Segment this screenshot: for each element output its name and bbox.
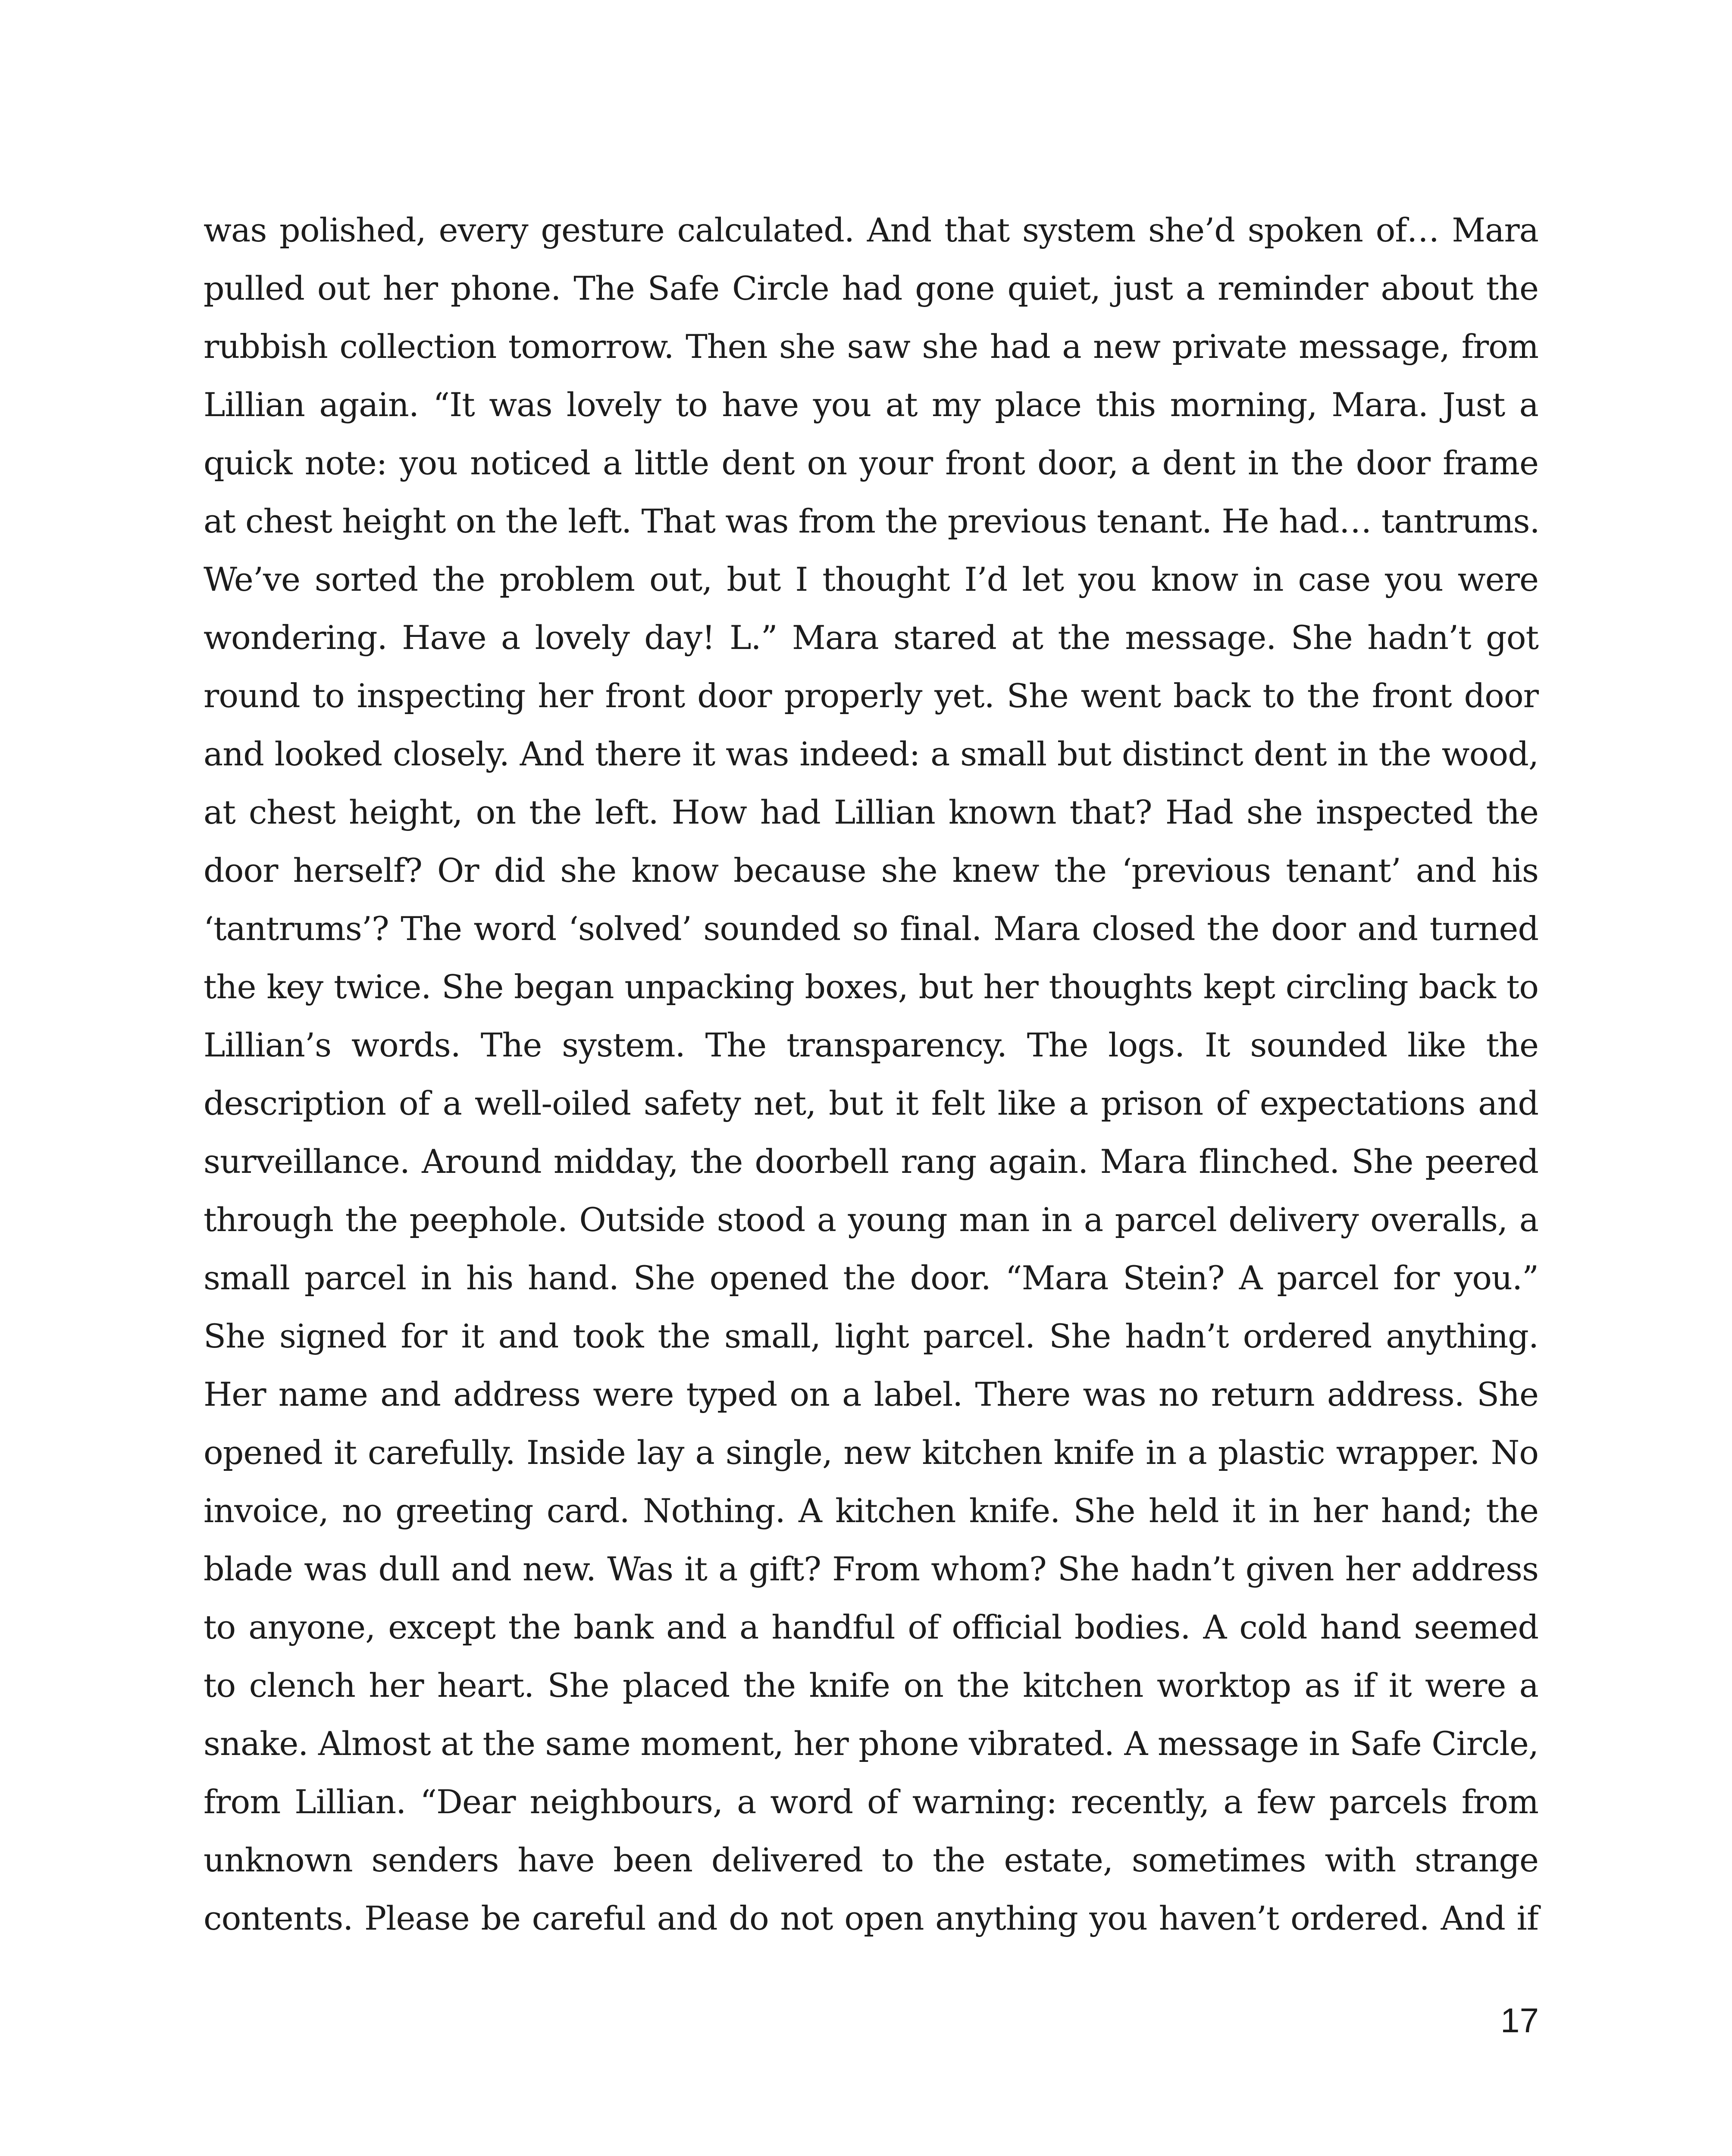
text-line: the key twice. She began unpacking boxes, but her thoughts kept circling back to bbox=[204, 968, 1538, 1006]
text-line: contents. Please be careful and do not open anything you haven’t ordered. And if bbox=[204, 1899, 1538, 1937]
text-line: Her name and address were typed on a label. There was no return address. She bbox=[204, 1375, 1538, 1413]
text-line: wondering. Have a lovely day! L.” Mara stared at the message. She hadn’t got bbox=[204, 618, 1538, 657]
text-line: ‘tantrums’? The word ‘solved’ sounded so final. Mara closed the door and turned bbox=[204, 909, 1538, 948]
body-text bbox=[204, 201, 1538, 1947]
text-line: unknown senders have been delivered to the estate, sometimes with strange bbox=[204, 1841, 1538, 1879]
text-line: through the peephole. Outside stood a young man in a parcel delivery overalls, a bbox=[204, 1200, 1538, 1239]
text-line: description of a well-oiled safety net, but it felt like a prison of expectations and bbox=[204, 1084, 1538, 1122]
text-line: She signed for it and took the small, light parcel. She hadn’t ordered anything. bbox=[204, 1317, 1538, 1355]
text-line: snake. Almost at the same moment, her phone vibrated. A message in Safe Circle, bbox=[204, 1724, 1538, 1763]
text-line: surveillance. Around midday, the doorbell rang again. Mara flinched. She peered bbox=[204, 1142, 1538, 1181]
text-line: quick note: you noticed a little dent on your front door, a dent in the door frame bbox=[204, 444, 1538, 482]
text-line: Lillian’s words. The system. The transparency. The logs. It sounded like the bbox=[204, 1026, 1538, 1064]
text-line: door herself? Or did she know because she knew the ‘previous tenant’ and his bbox=[204, 851, 1538, 890]
text-line: rubbish collection tomorrow. Then she saw she had a new private message, from bbox=[204, 327, 1538, 366]
text-line: at chest height on the left. That was from the previous tenant. He had… tantrums. bbox=[204, 502, 1540, 540]
text-line: to clench her heart. She placed the knife on the kitchen worktop as if it were a bbox=[204, 1666, 1538, 1705]
text-line: opened it carefully. Inside lay a single, new kitchen knife in a plastic wrapper. No bbox=[204, 1433, 1538, 1472]
text-line: blade was dull and new. Was it a gift? From whom? She hadn’t given her address bbox=[204, 1550, 1538, 1588]
text-line: pulled out her phone. The Safe Circle had gone quiet, just a reminder about the bbox=[204, 269, 1538, 307]
text-line: round to inspecting her front door properly yet. She went back to the front door bbox=[204, 677, 1538, 715]
page-number: 17 bbox=[1500, 2001, 1539, 2040]
text-line: Lillian again. “It was lovely to have you at my place this morning, Mara. Just a bbox=[204, 385, 1538, 424]
text-line: was polished, every gesture calculated. And that system she’d spoken of… Mara bbox=[204, 211, 1538, 249]
text-line: We’ve sorted the problem out, but I thought I’d let you know in case you were bbox=[204, 560, 1538, 599]
text-line: at chest height, on the left. How had Lillian known that? Had she inspected the bbox=[204, 793, 1538, 831]
text-line: invoice, no greeting card. Nothing. A kitchen knife. She held it in her hand; the bbox=[204, 1492, 1538, 1530]
text-line: small parcel in his hand. She opened the door. “Mara Stein? A parcel for you.” bbox=[204, 1259, 1538, 1297]
text-line: and looked closely. And there it was indeed: a small but distinct dent in the wood, bbox=[204, 735, 1538, 773]
text-line: to anyone, except the bank and a handful of official bodies. A cold hand seemed bbox=[204, 1608, 1538, 1646]
text-line: from Lillian. “Dear neighbours, a word of warning: recently, a few parcels from bbox=[204, 1783, 1538, 1821]
